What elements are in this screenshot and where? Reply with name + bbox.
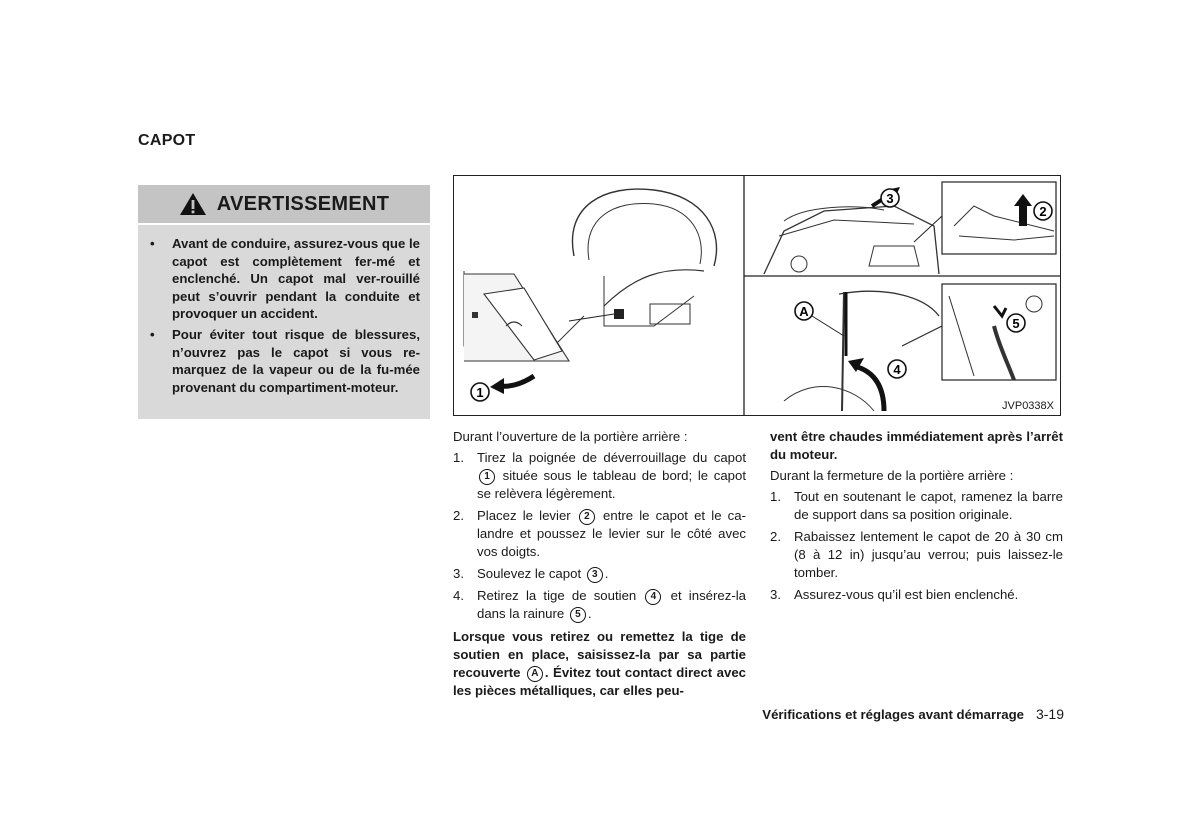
step xyxy=(770,528,1063,582)
warning-header xyxy=(138,185,430,225)
step-number: 2. xyxy=(453,508,464,523)
step-text: et insérez-la dans la rainure xyxy=(477,588,746,621)
warning-item-text: Avant de conduire, assurez-vous que le capot est complètement fer-mé et enclenché. Un capot mal ver-rouillé peut s’ouvrir pendant la conduite et provoquer un accident. xyxy=(172,236,420,322)
step-number: 3. xyxy=(770,587,781,602)
warning-triangle-icon xyxy=(179,192,207,216)
step-number: 3. xyxy=(453,566,464,581)
marker-badge: 5 xyxy=(570,607,586,623)
marker-badge: 2 xyxy=(579,509,595,525)
step-text: Tout en soutenant le capot, ramenez la barre de support dans sa position originale. xyxy=(794,489,1063,522)
caution-paragraph xyxy=(453,628,746,700)
warning-list xyxy=(138,225,430,396)
callout-3: 3 xyxy=(886,191,894,206)
callout-A: A xyxy=(799,304,809,319)
step-text: Soulevez le capot xyxy=(477,566,582,581)
step-text: entre le capot et le ca-landre et poussez le levier sur le côté avec vos doigts. xyxy=(477,508,747,559)
callout-2: 2 xyxy=(1039,204,1047,219)
callout-1: 1 xyxy=(476,385,484,400)
page-footer xyxy=(600,706,1064,722)
hood-illustration xyxy=(453,175,1061,416)
step xyxy=(453,449,746,503)
step-number: 1. xyxy=(770,489,781,504)
step-text: Rabaissez lentement le capot de 20 à 30 cm (8 à 12 in) jusqu’au verrou; puis laissez-le tomber. xyxy=(794,529,1063,580)
hood-diagram xyxy=(454,176,1060,415)
right-column xyxy=(770,428,1063,609)
marker-badge: A xyxy=(527,666,543,682)
caution-continuation: vent être chaudes immédiatement après l’arrêt du moteur. xyxy=(770,429,1063,462)
step xyxy=(453,507,746,561)
opening-intro: Durant l’ouverture de la portière arrière : xyxy=(453,429,688,444)
marker-badge: 3 xyxy=(587,567,603,583)
footer-title: Vérifications et réglages avant démarrage xyxy=(762,707,1024,722)
warning-title: AVERTISSEMENT xyxy=(216,192,390,215)
warning-item-text: Pour éviter tout risque de blessures, n’ouvrez pas le capot si vous re-marquez de la vapeur ou de la fu-mée provenant du compartiment-moteur. xyxy=(172,326,420,395)
step-text: située sous le tableau de bord; le capot se relèvera légèrement. xyxy=(477,468,746,501)
closing-steps xyxy=(770,488,1063,604)
callout-4: 4 xyxy=(893,362,901,377)
warning-item: • Avant de conduire, assurez-vous que le capot est complètement fer-mé et enclenché. Un capot mal ver-rouillé peut s’ouvrir pendant la conduite et provoquer un accident. xyxy=(150,236,420,322)
step-text: Placez le levier xyxy=(477,508,571,523)
step-text: Tirez la poignée de déverrouillage du capot xyxy=(477,450,746,465)
step-text: Retirez la tige de soutien xyxy=(477,588,637,603)
caution-text: . Évitez tout contact direct avec les pièces métalliques, car elles peu- xyxy=(453,665,746,698)
warning-box xyxy=(138,185,430,419)
step xyxy=(453,587,746,623)
closing-intro: Durant la fermeture de la portière arrière : xyxy=(770,468,1014,483)
step-text: . xyxy=(587,606,592,621)
step-text: . xyxy=(604,566,609,581)
callout-5: 5 xyxy=(1012,316,1020,331)
opening-steps xyxy=(453,449,746,623)
caution-text: Lorsque vous retirez ou remettez la tige de soutien en place, saisissez-la par sa partie recouverte xyxy=(453,629,746,680)
step xyxy=(770,488,1063,524)
marker-badge: 1 xyxy=(479,469,495,485)
left-column xyxy=(453,428,746,703)
step xyxy=(770,586,1063,604)
section-title: CAPOT xyxy=(138,132,196,149)
step-text: Assurez-vous qu’il est bien enclenché. xyxy=(794,587,1019,602)
page-number: 3-19 xyxy=(1035,706,1064,722)
step xyxy=(453,565,746,583)
step-number: 2. xyxy=(770,529,781,544)
warning-item: • Pour éviter tout risque de blessures, n’ouvrez pas le capot si vous re-marquez de la vapeur ou de la fu-mée provenant du compartiment-moteur. xyxy=(150,326,420,395)
marker-badge: 4 xyxy=(645,589,661,605)
step-number: 4. xyxy=(453,588,464,603)
figure-code: JVP0338X xyxy=(1002,400,1054,412)
step-number: 1. xyxy=(453,450,464,465)
